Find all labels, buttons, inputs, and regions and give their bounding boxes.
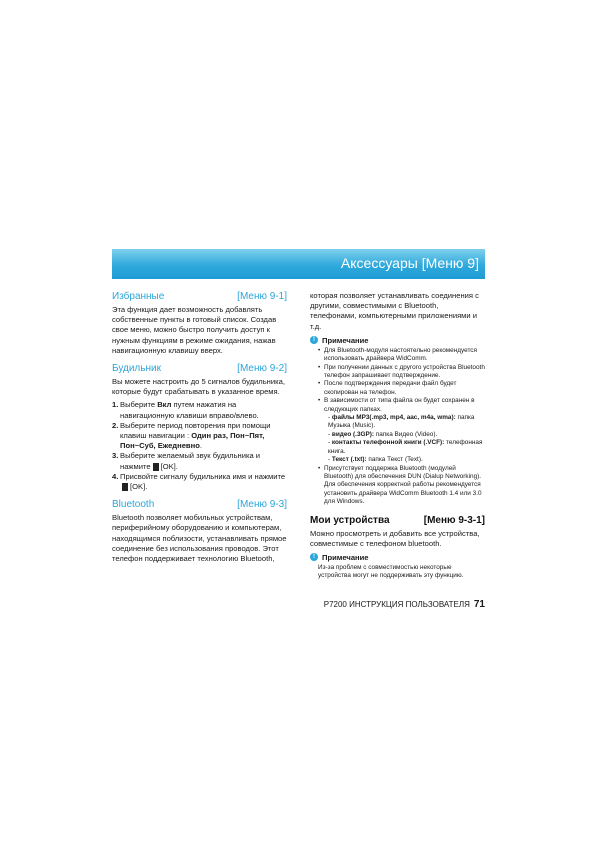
alarm-title: Будильник — [112, 363, 161, 375]
devices-text: Можно просмотреть и добавить все устройства, совместимые с телефоном bluetooth. — [310, 528, 480, 548]
step-text-part: Присвойте сигналу будильника имя и нажмите — [120, 471, 286, 481]
folder-type: видео (.3GP): — [331, 430, 375, 438]
folder-type: контакты телефонной книги (.VCF): — [331, 439, 445, 447]
alarm-step — [112, 451, 287, 471]
devices-title: Мои устройства — [310, 514, 390, 526]
left-column — [112, 291, 287, 564]
alarm-menu: [Меню 9-2] — [237, 363, 287, 375]
alarm-heading — [112, 363, 287, 374]
note-item: • Присутствует поддержка Bluetooth (модулей Bluetooth) для обеспечения DUN (Dialup Networking). Для обеспечения корректной работы рекомендуется установить драйвера WidComm Bluetooth 1.4 или 3.0 для Windows. — [318, 465, 485, 507]
step-text — [120, 421, 287, 452]
folder-type: файлы MP3(.mp3, mp4, aac, m4a, wma): — [331, 414, 456, 422]
note-item: • В зависимости от типа файла он будет сохранен в следующих папках. — [318, 397, 485, 414]
note-text: Из-за проблем с совместимостью некоторые устройства могут не поддерживать эту функцию. — [318, 563, 464, 580]
devices-menu: [Меню 9-3-1] — [423, 514, 485, 526]
info-icon: ! — [310, 336, 318, 344]
folder-name: папка Видео (Video). — [374, 430, 438, 438]
folder-item: - Текст (.txt): папка Текст (Text). — [328, 456, 423, 464]
favorites-title: Избранные — [112, 291, 165, 302]
bluetooth-menu: [Меню 9-3] — [237, 499, 287, 511]
bluetooth-text-continued: которая позволяет устанавливать соединения с другими, совместимыми с Bluetooth, телефонами, компьютерными приложениями и т.д. — [310, 291, 479, 331]
note-label: Примечание — [322, 552, 369, 562]
step-text — [120, 400, 287, 420]
note-item: • При получении данных с другого устройства Bluetooth телефон запрашивает подтверждение. — [318, 364, 485, 381]
alarm-step — [112, 421, 287, 452]
step-text — [120, 472, 287, 492]
favorites-menu: [Меню 9-1] — [237, 291, 287, 302]
folder-name: телефонная книга. — [328, 439, 483, 455]
step-text-part: . — [199, 441, 202, 451]
alarm-step — [112, 400, 287, 420]
step-text-bold: Один раз, Пон~Пят, Пон~Суб, Ежедневно — [120, 431, 265, 451]
note-item: • Для Bluetooth-модуля настоятельно рекомендуется использовать драйвера WidComm. — [318, 347, 485, 364]
step-number: 2. — [112, 420, 119, 430]
step-text-part: [OK]. — [130, 482, 148, 492]
footer-text: P7200 ИНСТРУКЦИЯ ПОЛЬЗОВАТЕЛЯ — [323, 600, 470, 609]
note-heading-2 — [310, 553, 485, 562]
folder-item: - файлы MP3(.mp3, mp4, aac, m4a, wma): папка Музыка (Music). — [328, 414, 475, 430]
page-footer — [310, 599, 485, 610]
step-text-part: [OK]. — [160, 461, 178, 471]
folder-item: - видео (.3GP): папка Видео (Video). — [328, 430, 438, 438]
note-label: Примечание — [322, 335, 369, 345]
devices-heading — [310, 515, 485, 526]
folder-type: Текст (.txt): — [331, 456, 367, 464]
soft-key-icon — [122, 483, 128, 491]
bluetooth-text: Bluetooth позволяет мобильных устройствам, периферийному оборудованию и компьютерам, находящимся поблизости, устанавливать прямое соединение без использования проводов. Этот телефон поддерживает технологию Bluetooth, — [112, 513, 287, 564]
favorites-text: Эта функция дает возможность добавлять собственные пункты в готовый список. Создав свое меню, можно быстро получить доступ к нужным функциям в режиме ожидания, нажав навигационную клавишу вверх. — [112, 305, 277, 355]
step-text — [120, 451, 287, 471]
alarm-intro: Вы можете настроить до 5 сигналов будильника, которые будут срабатывать в указанное время. — [112, 377, 285, 397]
step-number: 1. — [112, 400, 119, 410]
note-item: • После подтверждения передачи файл будет скопирован на телефон. — [318, 380, 485, 397]
bluetooth-heading — [112, 499, 287, 510]
folder-item: - контакты телефонной книги (.VCF): телефонная книга. — [328, 439, 483, 455]
right-column — [310, 291, 485, 581]
info-icon: ! — [310, 553, 318, 561]
step-number: 3. — [112, 451, 119, 461]
soft-key-icon — [153, 463, 159, 471]
step-text-bold: Вкл — [157, 400, 172, 410]
chapter-banner — [112, 249, 485, 279]
alarm-step — [112, 472, 287, 492]
chapter-title: Аксессуары [Меню 9] — [340, 255, 479, 271]
note-heading — [310, 336, 485, 345]
step-text-part: Выберите желаемый звук будильника и нажмите — [120, 451, 261, 471]
bluetooth-title: Bluetooth — [112, 499, 155, 511]
folder-name: папка Текст (Text). — [366, 456, 423, 464]
step-text-part: Выберите период повторения при помощи клавиш навигации : — [120, 420, 271, 441]
favorites-heading — [112, 291, 287, 302]
step-text-part: путем нажатия на навигационную клавиши вправо/влево. — [120, 400, 259, 420]
alarm-steps — [112, 400, 287, 492]
step-number: 4. — [112, 471, 119, 481]
step-text-part: Выберите — [120, 400, 158, 410]
page-number: 71 — [473, 599, 485, 610]
folder-name: папка Музыка (Music). — [328, 414, 475, 430]
note-list — [310, 347, 485, 507]
